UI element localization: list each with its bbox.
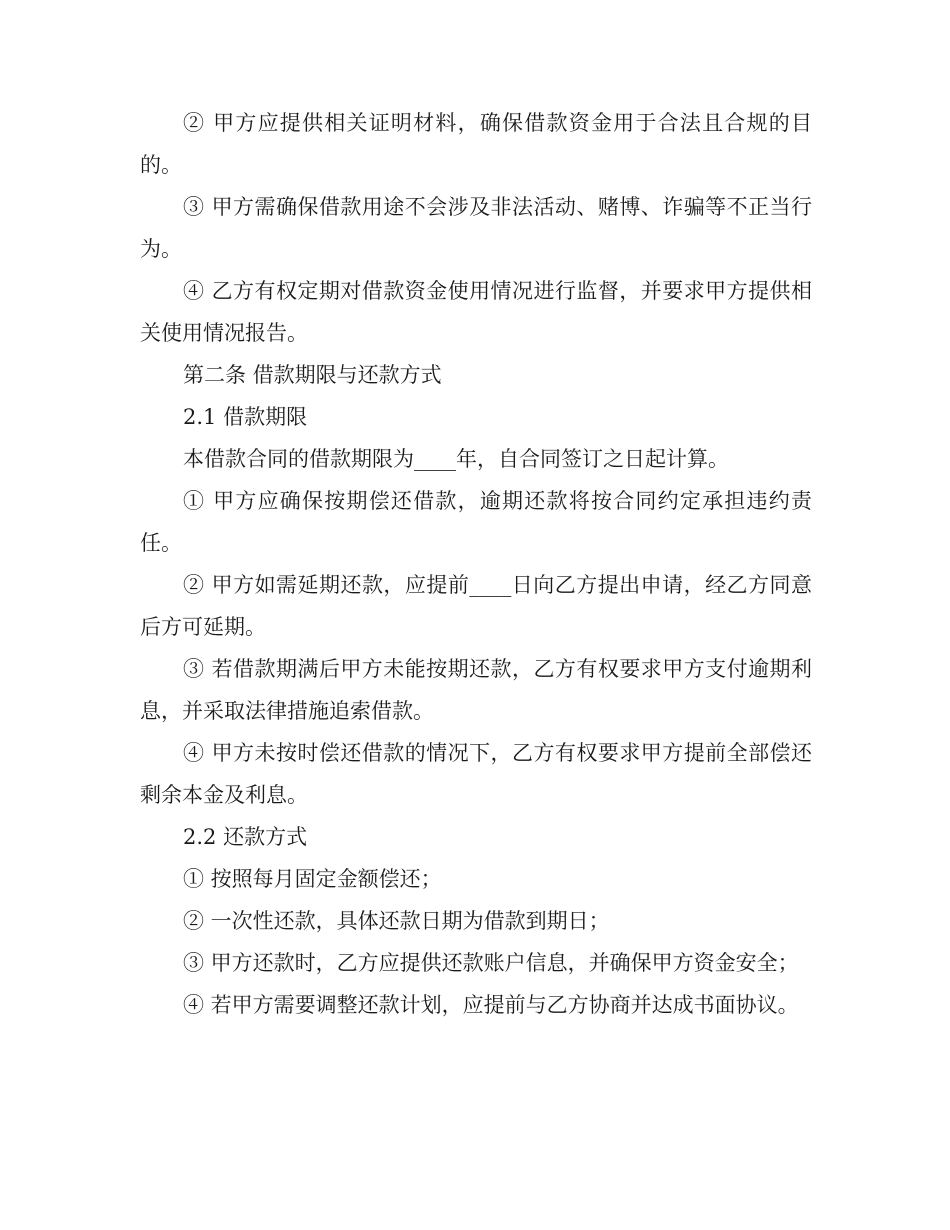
term-clause-4: ④ 甲方未按时偿还借款的情况下，乙方有权要求甲方提前全部偿还剩余本金及利息。 (140, 741, 812, 807)
clause-4-supervision: ④ 乙方有权定期对借款资金使用情况进行监督，并要求甲方提供相关使用情况报告。 (140, 279, 812, 345)
repayment-method-3: ③ 甲方还款时，乙方应提供还款账户信息，并确保甲方资金安全； (183, 951, 799, 975)
section-2-1-heading: 2.1 借款期限 (183, 405, 308, 429)
term-clause-2: ② 甲方如需延期还款，应提前____日向乙方提出申请，经乙方同意后方可延期。 (140, 573, 812, 639)
article-2-heading: 第二条 借款期限与还款方式 (183, 363, 442, 387)
section-2-2-heading: 2.2 还款方式 (183, 825, 308, 849)
term-clause-3: ③ 若借款期满后甲方未能按期还款，乙方有权要求甲方支付逾期利息，并采取法律措施追索借款。 (140, 657, 812, 723)
term-clause-1: ① 甲方应确保按期偿还借款，逾期还款将按合同约定承担违约责任。 (140, 489, 812, 555)
clause-3-lawful-use: ③ 甲方需确保借款用途不会涉及非法活动、赌博、诈骗等不正当行为。 (140, 195, 812, 261)
clause-2-purpose-proof: ② 甲方应提供相关证明材料，确保借款资金用于合法且合规的目的。 (140, 111, 812, 177)
repayment-method-2: ② 一次性还款，具体还款日期为借款到期日； (183, 909, 610, 933)
document-body (140, 102, 812, 1026)
repayment-method-1: ① 按照每月固定金额偿还； (183, 867, 442, 891)
loan-term-statement: 本借款合同的借款期限为____年，自合同签订之日起计算。 (183, 447, 729, 471)
repayment-method-4: ④ 若甲方需要调整还款计划，应提前与乙方协商并达成书面协议。 (183, 993, 799, 1017)
